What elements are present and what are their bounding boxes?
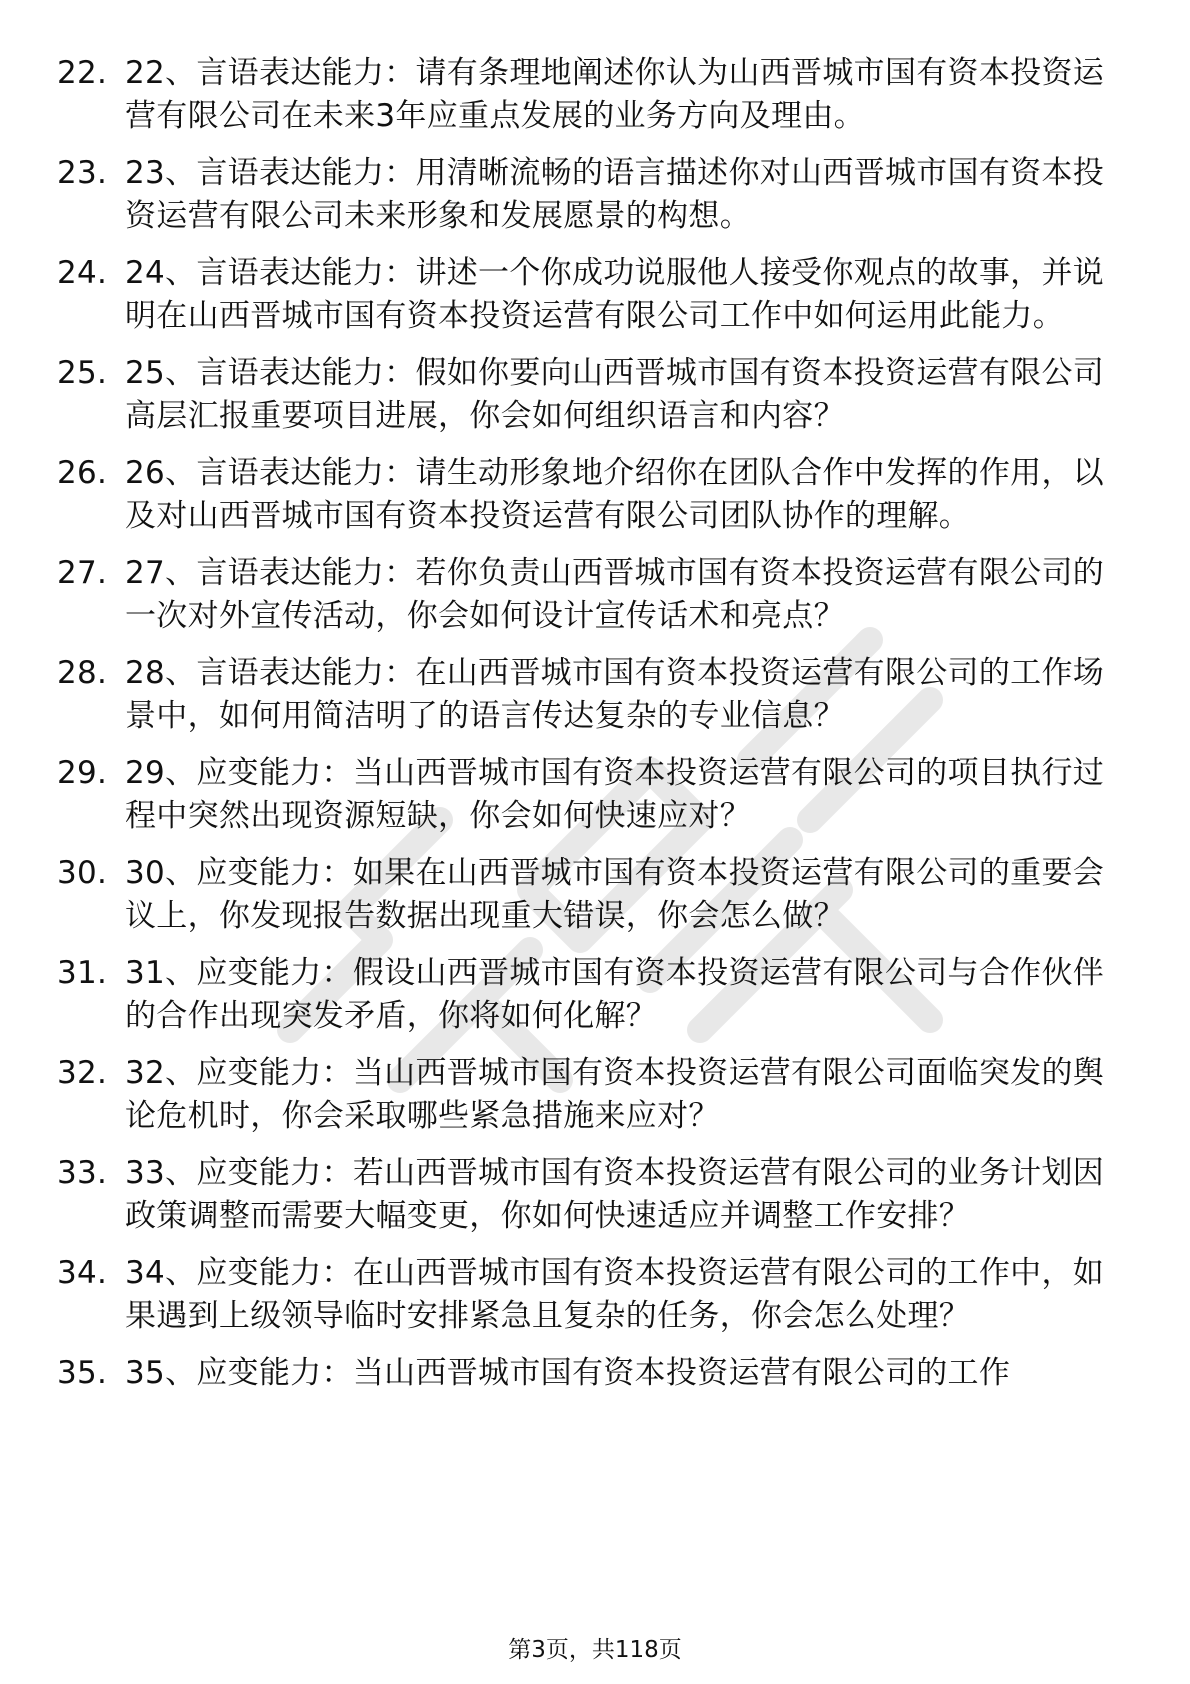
question-text: 30、应变能力：如果在山西晋城市国有资本投资运营有限公司的重要会议上，你发现报告数据出现重大错误，你会怎么做？ bbox=[125, 855, 1105, 934]
question-number: 30. bbox=[57, 855, 108, 891]
question-number: 34. bbox=[57, 1255, 108, 1291]
question-item bbox=[57, 1052, 1117, 1138]
question-number: 31. bbox=[57, 955, 108, 991]
question-text: 35、应变能力：当山西晋城市国有资本投资运营有限公司的工作 bbox=[125, 1355, 1011, 1391]
question-item bbox=[57, 452, 1117, 538]
question-item bbox=[57, 752, 1117, 838]
question-number: 32. bbox=[57, 1055, 108, 1091]
question-text: 33、应变能力：若山西晋城市国有资本投资运营有限公司的业务计划因政策调整而需要大幅变更，你如何快速适应并调整工作安排？ bbox=[125, 1155, 1105, 1234]
question-text: 32、应变能力：当山西晋城市国有资本投资运营有限公司面临突发的舆论危机时，你会采取哪些紧急措施来应对？ bbox=[125, 1055, 1105, 1134]
question-item bbox=[57, 852, 1117, 938]
question-item bbox=[57, 1352, 1117, 1395]
question-text: 24、言语表达能力：讲述一个你成功说服他人接受你观点的故事，并说明在山西晋城市国有资本投资运营有限公司工作中如何运用此能力。 bbox=[125, 255, 1105, 334]
question-item bbox=[57, 552, 1117, 638]
question-text: 26、言语表达能力：请生动形象地介绍你在团队合作中发挥的作用，以及对山西晋城市国有资本投资运营有限公司团队协作的理解。 bbox=[125, 455, 1105, 534]
question-text: 29、应变能力：当山西晋城市国有资本投资运营有限公司的项目执行过程中突然出现资源短缺，你会如何快速应对？ bbox=[125, 755, 1105, 834]
question-number: 26. bbox=[57, 455, 108, 491]
page-footer: 第3页，共118页 bbox=[508, 1637, 682, 1663]
question-number: 24. bbox=[57, 255, 108, 291]
question-item bbox=[57, 52, 1117, 138]
question-item bbox=[57, 1152, 1117, 1238]
question-number: 22. bbox=[57, 55, 108, 91]
question-text: 28、言语表达能力：在山西晋城市国有资本投资运营有限公司的工作场景中，如何用简洁明了的语言传达复杂的专业信息？ bbox=[125, 655, 1105, 734]
question-text: 27、言语表达能力：若你负责山西晋城市国有资本投资运营有限公司的一次对外宣传活动，你会如何设计宣传话术和亮点？ bbox=[125, 555, 1105, 634]
question-item bbox=[57, 152, 1117, 238]
question-number: 25. bbox=[57, 355, 108, 391]
question-item bbox=[57, 652, 1117, 738]
question-item bbox=[57, 352, 1117, 438]
question-list bbox=[57, 52, 1117, 1409]
question-number: 33. bbox=[57, 1155, 108, 1191]
question-text: 31、应变能力：假设山西晋城市国有资本投资运营有限公司与合作伙伴的合作出现突发矛盾，你将如何化解？ bbox=[125, 955, 1105, 1034]
question-number: 28. bbox=[57, 655, 108, 691]
question-text: 23、言语表达能力：用清晰流畅的语言描述你对山西晋城市国有资本投资运营有限公司未来形象和发展愿景的构想。 bbox=[125, 155, 1105, 234]
question-item bbox=[57, 1252, 1117, 1338]
question-item bbox=[57, 252, 1117, 338]
question-text: 34、应变能力：在山西晋城市国有资本投资运营有限公司的工作中，如果遇到上级领导临时安排紧急且复杂的任务，你会怎么处理？ bbox=[125, 1255, 1105, 1334]
question-number: 29. bbox=[57, 755, 108, 791]
question-number: 23. bbox=[57, 155, 108, 191]
question-number: 35. bbox=[57, 1355, 108, 1391]
question-text: 25、言语表达能力：假如你要向山西晋城市国有资本投资运营有限公司高层汇报重要项目进展，你会如何组织语言和内容？ bbox=[125, 355, 1105, 434]
question-item bbox=[57, 952, 1117, 1038]
question-number: 27. bbox=[57, 555, 108, 591]
question-text: 22、言语表达能力：请有条理地阐述你认为山西晋城市国有资本投资运营有限公司在未来3年应重点发展的业务方向及理由。 bbox=[125, 55, 1105, 134]
